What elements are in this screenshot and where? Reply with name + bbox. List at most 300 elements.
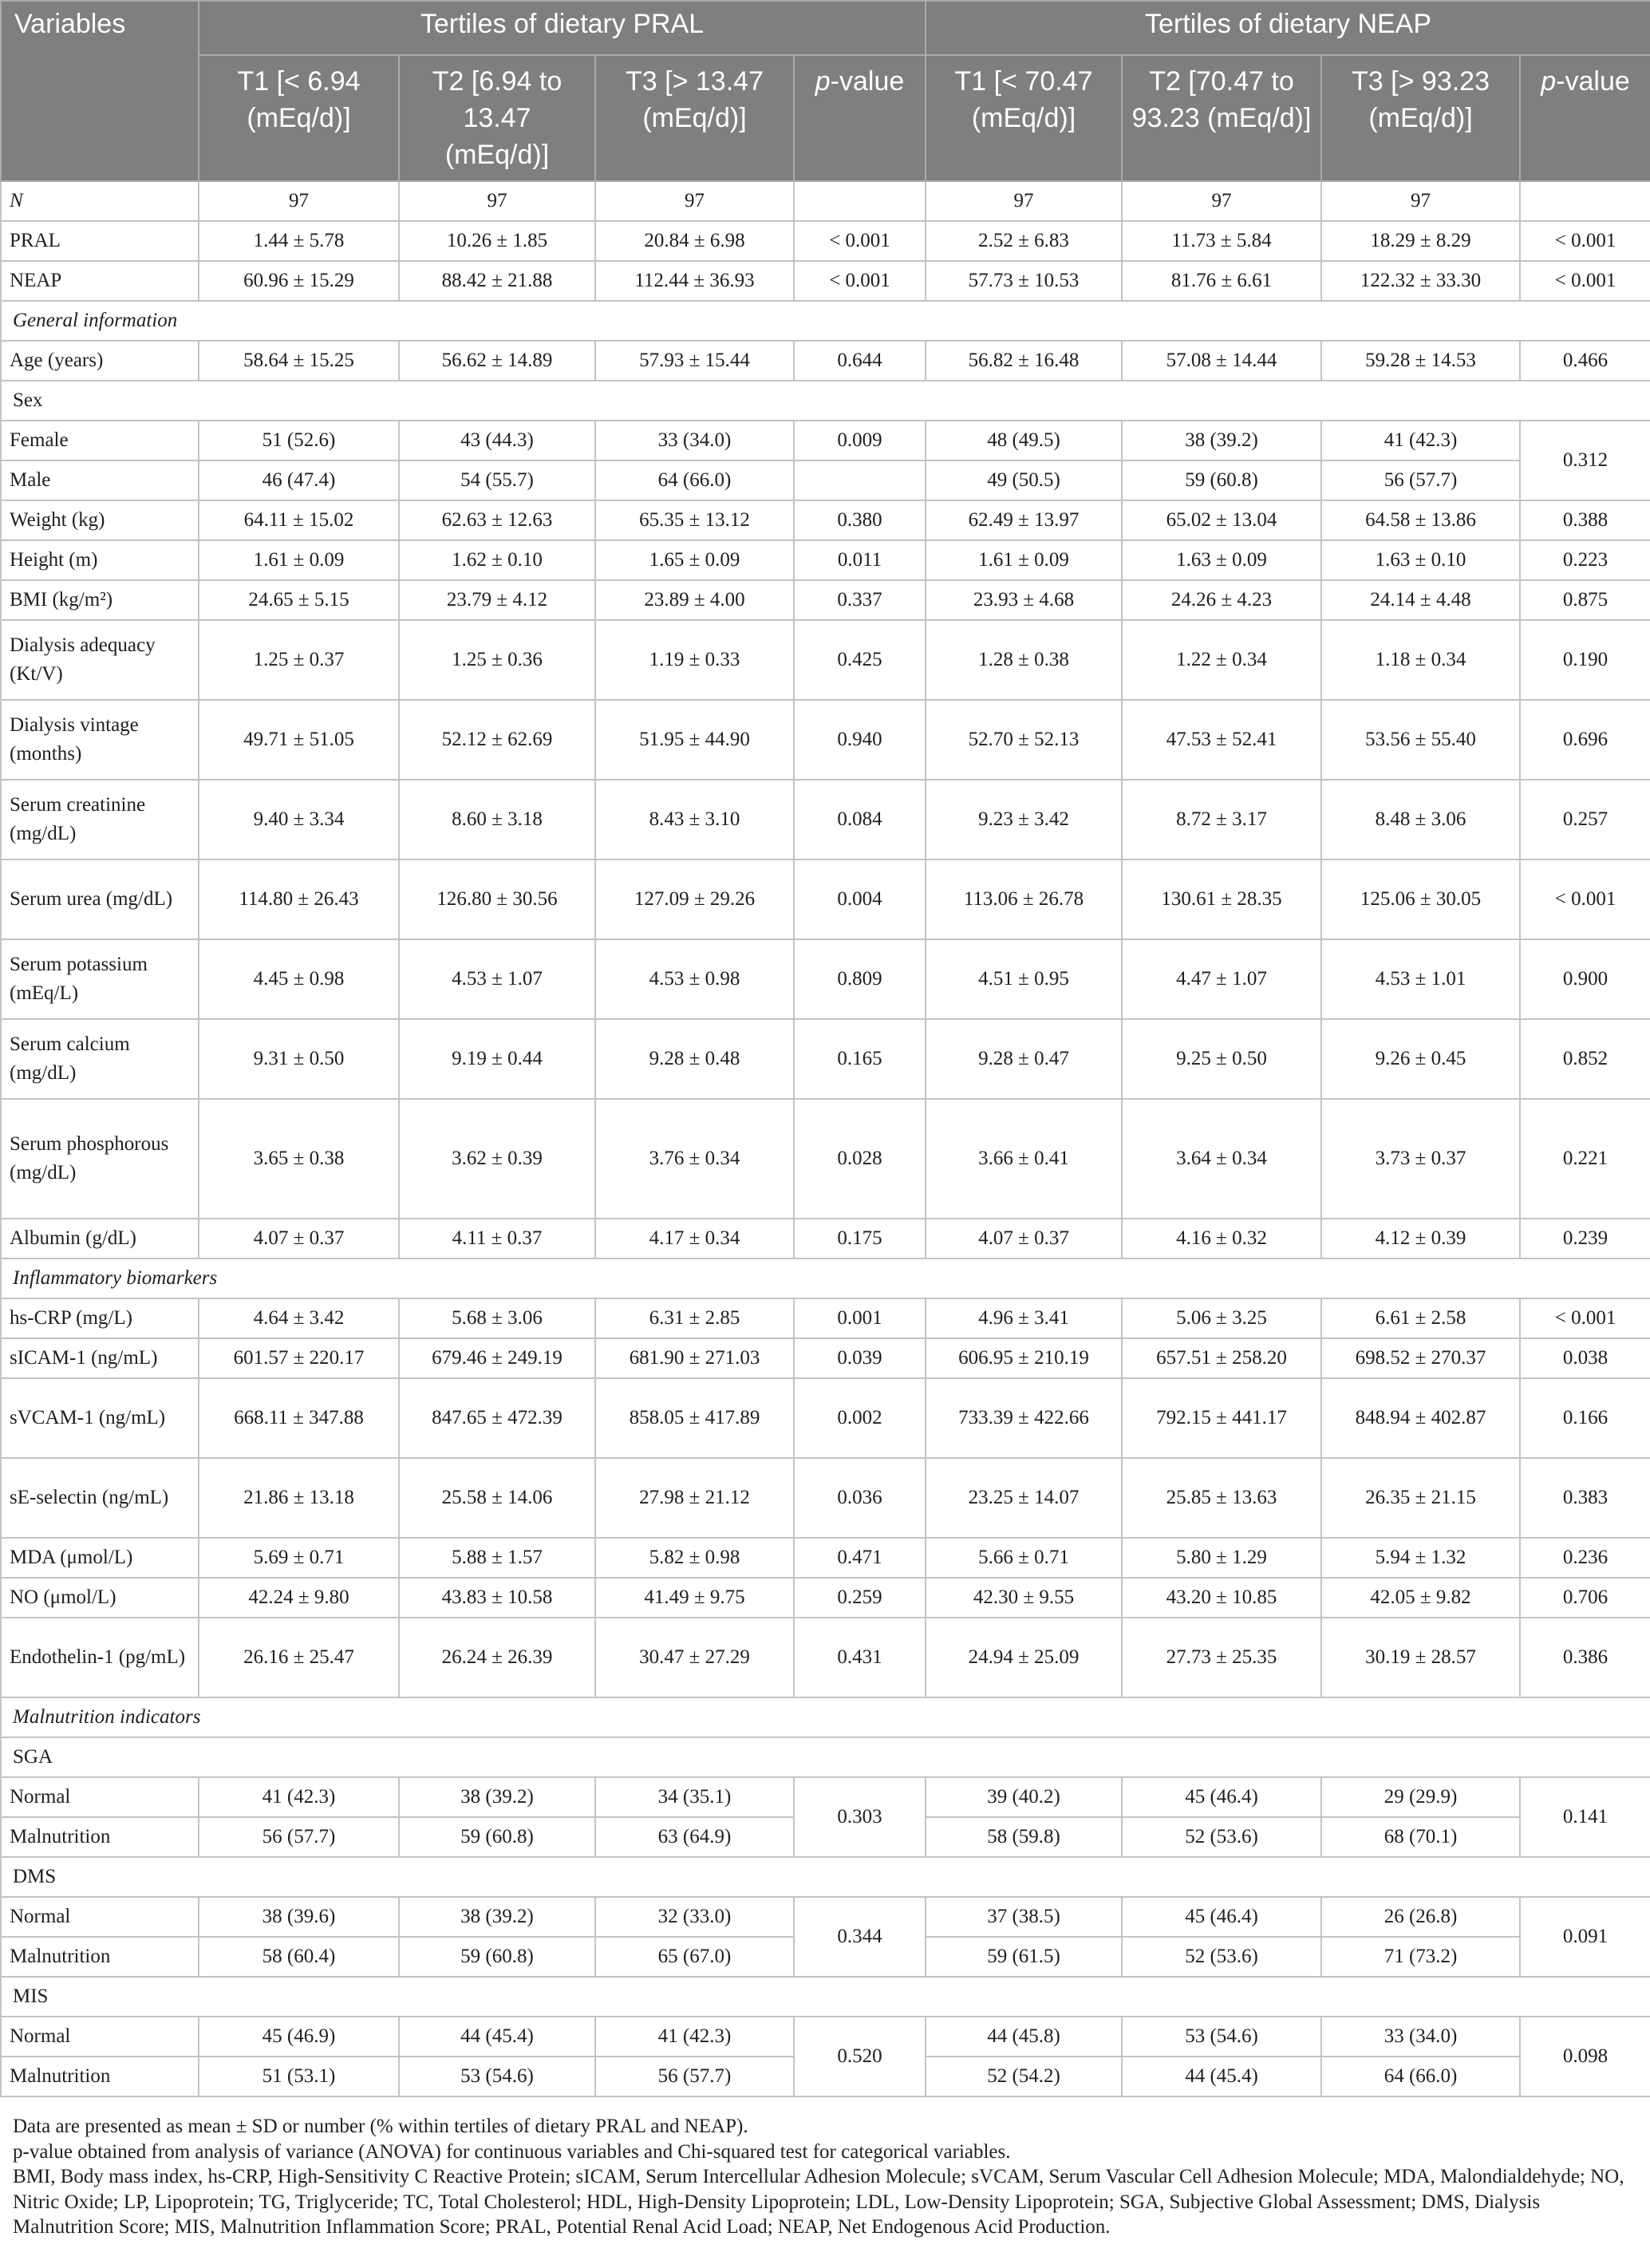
table-row xyxy=(1,460,1650,500)
pvalue-p: p xyxy=(815,66,831,97)
table-cell: 97 xyxy=(199,181,399,221)
pvalue-cell: 0.091 xyxy=(1520,1897,1650,1977)
table-cell: 59 (60.8) xyxy=(1122,460,1321,500)
pvalue-cell: 0.520 xyxy=(794,2017,926,2096)
section-row xyxy=(1,1697,1650,1737)
pvalue-cell: 0.221 xyxy=(1520,1099,1650,1219)
table-cell: 4.47 ± 1.07 xyxy=(1122,939,1321,1019)
table-cell: 698.52 ± 270.37 xyxy=(1321,1338,1520,1378)
table-cell: 4.07 ± 0.37 xyxy=(199,1219,399,1258)
category-row xyxy=(1,1857,1650,1897)
pvalue-cell: 0.696 xyxy=(1520,700,1650,780)
row-label: Female xyxy=(1,421,199,460)
table-row xyxy=(1,939,1650,1019)
table-cell: 4.07 ± 0.37 xyxy=(926,1219,1122,1258)
table-cell: 47.53 ± 52.41 xyxy=(1122,700,1321,780)
section-heading: General information xyxy=(1,301,1650,341)
footnote-pvalue: p-value obtained from analysis of variance (ANOVA) for continuous variables and Chi-squared test for categorical variables. xyxy=(13,2140,1011,2163)
table-body xyxy=(1,181,1650,2096)
row-label: Serum phosphorous (mg/dL) xyxy=(1,1099,199,1219)
table-cell: 3.62 ± 0.39 xyxy=(399,1099,595,1219)
table-cell: 54 (55.7) xyxy=(399,460,595,500)
pvalue-cell: 0.257 xyxy=(1520,780,1650,859)
table-cell: 57.93 ± 15.44 xyxy=(595,341,794,381)
table-cell: 52 (53.6) xyxy=(1122,1817,1321,1857)
table-cell: 58 (60.4) xyxy=(199,1937,399,1977)
pvalue-cell: 0.039 xyxy=(794,1338,926,1378)
table-cell: 4.53 ± 1.01 xyxy=(1321,939,1520,1019)
table-cell: 681.90 ± 271.03 xyxy=(595,1338,794,1378)
table-cell: 18.29 ± 8.29 xyxy=(1321,221,1520,261)
header-pral-t2: T2 [6.94 to 13.47 (mEq/d)] xyxy=(399,55,595,181)
table-cell: 1.19 ± 0.33 xyxy=(595,620,794,700)
table-cell: 58.64 ± 15.25 xyxy=(199,341,399,381)
table-row xyxy=(1,1618,1650,1697)
table-cell: 8.48 ± 3.06 xyxy=(1321,780,1520,859)
table-row xyxy=(1,1298,1650,1338)
table-cell: 858.05 ± 417.89 xyxy=(595,1378,794,1458)
row-label: MDA (μmol/L) xyxy=(1,1538,199,1578)
table-cell: 38 (39.2) xyxy=(399,1897,595,1937)
table-cell: 3.65 ± 0.38 xyxy=(199,1099,399,1219)
row-label: sE-selectin (ng/mL) xyxy=(1,1458,199,1538)
row-label: Albumin (g/dL) xyxy=(1,1219,199,1258)
pvalue-cell: 0.386 xyxy=(1520,1618,1650,1697)
table-cell: 24.94 ± 25.09 xyxy=(926,1618,1122,1697)
table-cell: 57.08 ± 14.44 xyxy=(1122,341,1321,381)
table-cell: 97 xyxy=(399,181,595,221)
table-cell: 1.25 ± 0.36 xyxy=(399,620,595,700)
table-cell: 62.63 ± 12.63 xyxy=(399,500,595,540)
row-label: Serum urea (mg/dL) xyxy=(1,859,199,939)
pvalue-p: p xyxy=(1541,66,1557,97)
pvalue-cell: < 0.001 xyxy=(1520,1298,1650,1338)
table-cell: 847.65 ± 472.39 xyxy=(399,1378,595,1458)
table-cell: 25.58 ± 14.06 xyxy=(399,1458,595,1538)
row-label: hs-CRP (mg/L) xyxy=(1,1298,199,1338)
row-label: N xyxy=(1,181,199,221)
pvalue-cell: 0.084 xyxy=(794,780,926,859)
row-label: BMI (kg/m²) xyxy=(1,580,199,620)
table-cell: 130.61 ± 28.35 xyxy=(1122,859,1321,939)
pvalue-cell: 0.175 xyxy=(794,1219,926,1258)
pvalue-cell: 0.038 xyxy=(1520,1338,1650,1378)
row-label: Normal xyxy=(1,1777,199,1817)
row-label: PRAL xyxy=(1,221,199,261)
table-cell: 23.79 ± 4.12 xyxy=(399,580,595,620)
pvalue-cell: 0.431 xyxy=(794,1618,926,1697)
row-label: Normal xyxy=(1,2017,199,2057)
header-group-pral: Tertiles of dietary PRAL xyxy=(199,1,926,55)
table-cell: 45 (46.4) xyxy=(1122,1777,1321,1817)
pvalue-cell: 0.011 xyxy=(794,540,926,580)
row-label: Malnutrition xyxy=(1,1817,199,1857)
pvalue-cell: 0.380 xyxy=(794,500,926,540)
pvalue-cell: 0.239 xyxy=(1520,1219,1650,1258)
table-cell: 53 (54.6) xyxy=(1122,2017,1321,2057)
table-row xyxy=(1,1458,1650,1538)
table-cell: 51.95 ± 44.90 xyxy=(595,700,794,780)
table-cell: 6.31 ± 2.85 xyxy=(595,1298,794,1338)
table-cell: 58 (59.8) xyxy=(926,1817,1122,1857)
row-label: Serum calcium (mg/dL) xyxy=(1,1019,199,1099)
table-cell: 41 (42.3) xyxy=(199,1777,399,1817)
table-header xyxy=(1,1,1650,181)
pvalue-cell: 0.425 xyxy=(794,620,926,700)
table-cell: 65.35 ± 13.12 xyxy=(595,500,794,540)
pvalue-cell: 0.344 xyxy=(794,1897,926,1977)
table-cell: 114.80 ± 26.43 xyxy=(199,859,399,939)
table-cell: 5.69 ± 0.71 xyxy=(199,1538,399,1578)
table-row xyxy=(1,780,1650,859)
table-cell: 8.43 ± 3.10 xyxy=(595,780,794,859)
table-cell: 44 (45.4) xyxy=(399,2017,595,2057)
table-cell: 4.53 ± 1.07 xyxy=(399,939,595,1019)
row-label: NO (μmol/L) xyxy=(1,1578,199,1618)
table-row xyxy=(1,1099,1650,1219)
pvalue-cell: 0.337 xyxy=(794,580,926,620)
table-cell: 4.96 ± 3.41 xyxy=(926,1298,1122,1338)
table-cell: 42.24 ± 9.80 xyxy=(199,1578,399,1618)
table-cell: 81.76 ± 6.61 xyxy=(1122,261,1321,301)
table-cell: 32 (33.0) xyxy=(595,1897,794,1937)
pvalue-cell: 0.388 xyxy=(1520,500,1650,540)
table-cell: 45 (46.9) xyxy=(199,2017,399,2057)
table-cell: 64 (66.0) xyxy=(595,460,794,500)
footnote-abbreviations: BMI, Body mass index, hs-CRP, High-Sensitivity C Reactive Protein; sICAM, Serum Intercellular Adhesion Molecule; sVCAM, Serum Vascular Cell Adhesion Molecule; MDA, Malondialdehyde; NO, Nitric Oxide; LP, Lipoprotein; TG, Triglyceride; TC, Total Cholesterol; HDL, High-Density Lipoprotein; LDL, Low-Density Lipoprotein; SGA, Subjective Global Assessment; DMS, Dialysis Malnutrition Score; MIS, Malnutrition Inflammation Score; PRAL, Potential Renal Acid Load; NEAP, Net Endogenous Acid Production. xyxy=(13,2166,1624,2238)
pvalue-cell: 0.312 xyxy=(1520,421,1650,500)
pvalue-cell xyxy=(794,181,926,221)
table-cell: 59 (60.8) xyxy=(399,1937,595,1977)
row-label: Malnutrition xyxy=(1,2057,199,2096)
table-cell: 24.26 ± 4.23 xyxy=(1122,580,1321,620)
pvalue-cell: 0.028 xyxy=(794,1099,926,1219)
table-footnotes xyxy=(13,2114,1640,2240)
table-cell: 53.56 ± 55.40 xyxy=(1321,700,1520,780)
table-cell: 3.73 ± 0.37 xyxy=(1321,1099,1520,1219)
pvalue-cell: 0.002 xyxy=(794,1378,926,1458)
row-label: Age (years) xyxy=(1,341,199,381)
table-cell: 5.06 ± 3.25 xyxy=(1122,1298,1321,1338)
table-cell: 38 (39.2) xyxy=(399,1777,595,1817)
table-cell: 43.20 ± 10.85 xyxy=(1122,1578,1321,1618)
table-cell: 8.72 ± 3.17 xyxy=(1122,780,1321,859)
row-label: Malnutrition xyxy=(1,1937,199,1977)
header-neap-t1: T1 [< 70.47 (mEq/d)] xyxy=(926,55,1122,181)
table-row xyxy=(1,620,1650,700)
pvalue-cell: 0.141 xyxy=(1520,1777,1650,1857)
pvalue-cell: 0.706 xyxy=(1520,1578,1650,1618)
table-cell: 52.12 ± 62.69 xyxy=(399,700,595,780)
header-variables: Variables xyxy=(1,1,199,181)
row-label: Dialysis vintage (months) xyxy=(1,700,199,780)
table-cell: 62.49 ± 13.97 xyxy=(926,500,1122,540)
table-cell: 126.80 ± 30.56 xyxy=(399,859,595,939)
table-cell: 11.73 ± 5.84 xyxy=(1122,221,1321,261)
table-cell: 9.40 ± 3.34 xyxy=(199,780,399,859)
pvalue-cell: 0.466 xyxy=(1520,341,1650,381)
table-cell: 57.73 ± 10.53 xyxy=(926,261,1122,301)
table-row xyxy=(1,1897,1650,1937)
pvalue-cell: 0.875 xyxy=(1520,580,1650,620)
table-cell: 33 (34.0) xyxy=(595,421,794,460)
table-cell: 56 (57.7) xyxy=(199,1817,399,1857)
table-cell: 56.62 ± 14.89 xyxy=(399,341,595,381)
table-cell: 4.11 ± 0.37 xyxy=(399,1219,595,1258)
table-cell: 1.61 ± 0.09 xyxy=(199,540,399,580)
table-cell: 3.66 ± 0.41 xyxy=(926,1099,1122,1219)
table-cell: 733.39 ± 422.66 xyxy=(926,1378,1122,1458)
pvalue-cell: 0.165 xyxy=(794,1019,926,1099)
table-row xyxy=(1,2017,1650,2057)
table-cell: 657.51 ± 258.20 xyxy=(1122,1338,1321,1378)
pvalue-cell: 0.940 xyxy=(794,700,926,780)
pvalue-cell: 0.259 xyxy=(794,1578,926,1618)
table-cell: 34 (35.1) xyxy=(595,1777,794,1817)
table-cell: 43.83 ± 10.58 xyxy=(399,1578,595,1618)
table-cell: 1.61 ± 0.09 xyxy=(926,540,1122,580)
table-cell: 51 (52.6) xyxy=(199,421,399,460)
table-cell: 1.25 ± 0.37 xyxy=(199,620,399,700)
table-cell: 71 (73.2) xyxy=(1321,1937,1520,1977)
pvalue-cell: 0.001 xyxy=(794,1298,926,1338)
pvalue-cell: < 0.001 xyxy=(1520,261,1650,301)
pvalue-cell: 0.644 xyxy=(794,341,926,381)
table-cell: 1.63 ± 0.09 xyxy=(1122,540,1321,580)
table-row xyxy=(1,1219,1650,1258)
table-cell: 5.88 ± 1.57 xyxy=(399,1538,595,1578)
pvalue-cell: < 0.001 xyxy=(794,261,926,301)
pvalue-cell: 0.303 xyxy=(794,1777,926,1857)
table-cell: 52.70 ± 52.13 xyxy=(926,700,1122,780)
section-row xyxy=(1,301,1650,341)
table-cell: 97 xyxy=(1122,181,1321,221)
table-cell: 679.46 ± 249.19 xyxy=(399,1338,595,1378)
pvalue-cell: 0.004 xyxy=(794,859,926,939)
table-cell: 4.12 ± 0.39 xyxy=(1321,1219,1520,1258)
table-cell: 43 (44.3) xyxy=(399,421,595,460)
pvalue-cell: < 0.001 xyxy=(794,221,926,261)
table-cell: 1.65 ± 0.09 xyxy=(595,540,794,580)
header-neap-pvalue xyxy=(1520,55,1650,181)
pvalue-cell: 0.223 xyxy=(1520,540,1650,580)
row-label: Endothelin-1 (pg/mL) xyxy=(1,1618,199,1697)
table-cell: 33 (34.0) xyxy=(1321,2017,1520,2057)
table-cell: 23.25 ± 14.07 xyxy=(926,1458,1122,1538)
table-cell: 97 xyxy=(1321,181,1520,221)
table-row xyxy=(1,221,1650,261)
pvalue-cell: 0.852 xyxy=(1520,1019,1650,1099)
table-row xyxy=(1,700,1650,780)
pvalue-cell: 0.190 xyxy=(1520,620,1650,700)
table-cell: 24.65 ± 5.15 xyxy=(199,580,399,620)
table-cell: 26.16 ± 25.47 xyxy=(199,1618,399,1697)
table-cell: 601.57 ± 220.17 xyxy=(199,1338,399,1378)
table-cell: 38 (39.2) xyxy=(1122,421,1321,460)
table-cell: 52 (54.2) xyxy=(926,2057,1122,2096)
table-cell: 122.32 ± 33.30 xyxy=(1321,261,1520,301)
table-cell: 42.05 ± 9.82 xyxy=(1321,1578,1520,1618)
table-cell: 25.85 ± 13.63 xyxy=(1122,1458,1321,1538)
table-cell: 49.71 ± 51.05 xyxy=(199,700,399,780)
table-cell: 39 (40.2) xyxy=(926,1777,1122,1817)
pvalue-cell: 0.383 xyxy=(1520,1458,1650,1538)
pvalue-cell: 0.098 xyxy=(1520,2017,1650,2096)
row-label: sVCAM-1 (ng/mL) xyxy=(1,1378,199,1458)
pvalue-cell: 0.471 xyxy=(794,1538,926,1578)
table-cell: 24.14 ± 4.48 xyxy=(1321,580,1520,620)
table-cell: 64 (66.0) xyxy=(1321,2057,1520,2096)
category-row xyxy=(1,381,1650,421)
table-cell: 792.15 ± 441.17 xyxy=(1122,1378,1321,1458)
row-label: Dialysis adequacy (Kt/V) xyxy=(1,620,199,700)
header-pral-pvalue xyxy=(794,55,926,181)
pvalue-cell: 0.236 xyxy=(1520,1538,1650,1578)
table-cell: 4.64 ± 3.42 xyxy=(199,1298,399,1338)
category-label: MIS xyxy=(1,1977,1650,2017)
table-cell: 30.19 ± 28.57 xyxy=(1321,1618,1520,1697)
table-cell: 5.94 ± 1.32 xyxy=(1321,1538,1520,1578)
table-cell: 48 (49.5) xyxy=(926,421,1122,460)
table-cell: 27.98 ± 21.12 xyxy=(595,1458,794,1538)
table-cell: 9.19 ± 0.44 xyxy=(399,1019,595,1099)
table-cell: 9.26 ± 0.45 xyxy=(1321,1019,1520,1099)
table-cell: 1.44 ± 5.78 xyxy=(199,221,399,261)
pvalue-cell: < 0.001 xyxy=(1520,859,1650,939)
table-cell: 64.58 ± 13.86 xyxy=(1321,500,1520,540)
table-cell: 38 (39.6) xyxy=(199,1897,399,1937)
table-row xyxy=(1,1578,1650,1618)
table-cell: 41.49 ± 9.75 xyxy=(595,1578,794,1618)
table-row xyxy=(1,261,1650,301)
pvalue-cell: 0.009 xyxy=(794,421,926,460)
row-label: Serum creatinine (mg/dL) xyxy=(1,780,199,859)
pvalue-cell: 0.166 xyxy=(1520,1378,1650,1458)
table-cell: 65.02 ± 13.04 xyxy=(1122,500,1321,540)
table-cell: 606.95 ± 210.19 xyxy=(926,1338,1122,1378)
category-label: SGA xyxy=(1,1737,1650,1777)
row-label: NEAP xyxy=(1,261,199,301)
row-label: Normal xyxy=(1,1897,199,1937)
table-row xyxy=(1,1777,1650,1817)
table-cell: 45 (46.4) xyxy=(1122,1897,1321,1937)
table-cell: 10.26 ± 1.85 xyxy=(399,221,595,261)
table-cell: 44 (45.8) xyxy=(926,2017,1122,2057)
section-row xyxy=(1,1258,1650,1298)
table-cell: 3.76 ± 0.34 xyxy=(595,1099,794,1219)
table-cell: 64.11 ± 15.02 xyxy=(199,500,399,540)
table-cell: 9.31 ± 0.50 xyxy=(199,1019,399,1099)
table-cell: 27.73 ± 25.35 xyxy=(1122,1618,1321,1697)
table-cell: 59 (61.5) xyxy=(926,1937,1122,1977)
table-row xyxy=(1,421,1650,460)
row-label: Weight (kg) xyxy=(1,500,199,540)
category-row xyxy=(1,1977,1650,2017)
table-cell: 20.84 ± 6.98 xyxy=(595,221,794,261)
table-cell: 4.51 ± 0.95 xyxy=(926,939,1122,1019)
table-cell: 41 (42.3) xyxy=(1321,421,1520,460)
table-cell: 9.25 ± 0.50 xyxy=(1122,1019,1321,1099)
table-cell: 9.28 ± 0.48 xyxy=(595,1019,794,1099)
header-pral-t3: T3 [> 13.47 (mEq/d)] xyxy=(595,55,794,181)
table-row xyxy=(1,1338,1650,1378)
table-cell: 1.18 ± 0.34 xyxy=(1321,620,1520,700)
table-cell: 49 (50.5) xyxy=(926,460,1122,500)
table-cell: 1.28 ± 0.38 xyxy=(926,620,1122,700)
table-cell: 9.28 ± 0.47 xyxy=(926,1019,1122,1099)
header-pral-t1: T1 [< 6.94 (mEq/d)] xyxy=(199,55,399,181)
table-cell: 44 (45.4) xyxy=(1122,2057,1321,2096)
section-heading: Inflammatory biomarkers xyxy=(1,1258,1650,1298)
table-cell: 29 (29.9) xyxy=(1321,1777,1520,1817)
table-cell: 113.06 ± 26.78 xyxy=(926,859,1122,939)
table-cell: 56.82 ± 16.48 xyxy=(926,341,1122,381)
pvalue-cell: 0.900 xyxy=(1520,939,1650,1019)
table-cell: 46 (47.4) xyxy=(199,460,399,500)
pvalue-cell: 0.809 xyxy=(794,939,926,1019)
footnote-data: Data are presented as mean ± SD or number (% within tertiles of dietary PRAL and NEAP). xyxy=(13,2116,748,2137)
pvalue-suffix: -value xyxy=(830,66,905,97)
table-cell: 52 (53.6) xyxy=(1122,1937,1321,1977)
table-cell: 63 (64.9) xyxy=(595,1817,794,1857)
table-cell: 59 (60.8) xyxy=(399,1817,595,1857)
table-cell: 1.62 ± 0.10 xyxy=(399,540,595,580)
table-cell: 4.17 ± 0.34 xyxy=(595,1219,794,1258)
table-cell: 4.45 ± 0.98 xyxy=(199,939,399,1019)
table-cell: 3.64 ± 0.34 xyxy=(1122,1099,1321,1219)
table-cell: 65 (67.0) xyxy=(595,1937,794,1977)
table-cell: 5.80 ± 1.29 xyxy=(1122,1538,1321,1578)
table-cell: 5.82 ± 0.98 xyxy=(595,1538,794,1578)
table-cell: 97 xyxy=(926,181,1122,221)
table-cell: 112.44 ± 36.93 xyxy=(595,261,794,301)
pvalue-cell xyxy=(1520,181,1650,221)
table-cell: 41 (42.3) xyxy=(595,2017,794,2057)
table-cell: 21.86 ± 13.18 xyxy=(199,1458,399,1538)
pvalue-suffix: -value xyxy=(1556,66,1630,97)
table-cell: 26 (26.8) xyxy=(1321,1897,1520,1937)
table-cell: 668.11 ± 347.88 xyxy=(199,1378,399,1458)
table-cell: 37 (38.5) xyxy=(926,1897,1122,1937)
table-cell: 8.60 ± 3.18 xyxy=(399,780,595,859)
table-cell: 1.63 ± 0.10 xyxy=(1321,540,1520,580)
header-neap-t2: T2 [70.47 to 93.23 (mEq/d)] xyxy=(1122,55,1321,181)
table-row xyxy=(1,859,1650,939)
table-cell: 6.61 ± 2.58 xyxy=(1321,1298,1520,1338)
pvalue-cell xyxy=(794,460,926,500)
table-cell: 23.93 ± 4.68 xyxy=(926,580,1122,620)
table-cell: 127.09 ± 29.26 xyxy=(595,859,794,939)
table-cell: 26.35 ± 21.15 xyxy=(1321,1458,1520,1538)
table-cell: 2.52 ± 6.83 xyxy=(926,221,1122,261)
table-cell: 56 (57.7) xyxy=(1321,460,1520,500)
table-cell: 56 (57.7) xyxy=(595,2057,794,2096)
category-label: Sex xyxy=(1,381,1650,421)
table-cell: 848.94 ± 402.87 xyxy=(1321,1378,1520,1458)
table-cell: 30.47 ± 27.29 xyxy=(595,1618,794,1697)
table-cell: 51 (53.1) xyxy=(199,2057,399,2096)
table-cell: 59.28 ± 14.53 xyxy=(1321,341,1520,381)
table-cell: 53 (54.6) xyxy=(399,2057,595,2096)
table-cell: 125.06 ± 30.05 xyxy=(1321,859,1520,939)
table-cell: 1.22 ± 0.34 xyxy=(1122,620,1321,700)
table-row xyxy=(1,580,1650,620)
category-label: DMS xyxy=(1,1857,1650,1897)
table-cell: 97 xyxy=(595,181,794,221)
table-cell: 4.16 ± 0.32 xyxy=(1122,1219,1321,1258)
table-cell: 9.23 ± 3.42 xyxy=(926,780,1122,859)
table-cell: 4.53 ± 0.98 xyxy=(595,939,794,1019)
